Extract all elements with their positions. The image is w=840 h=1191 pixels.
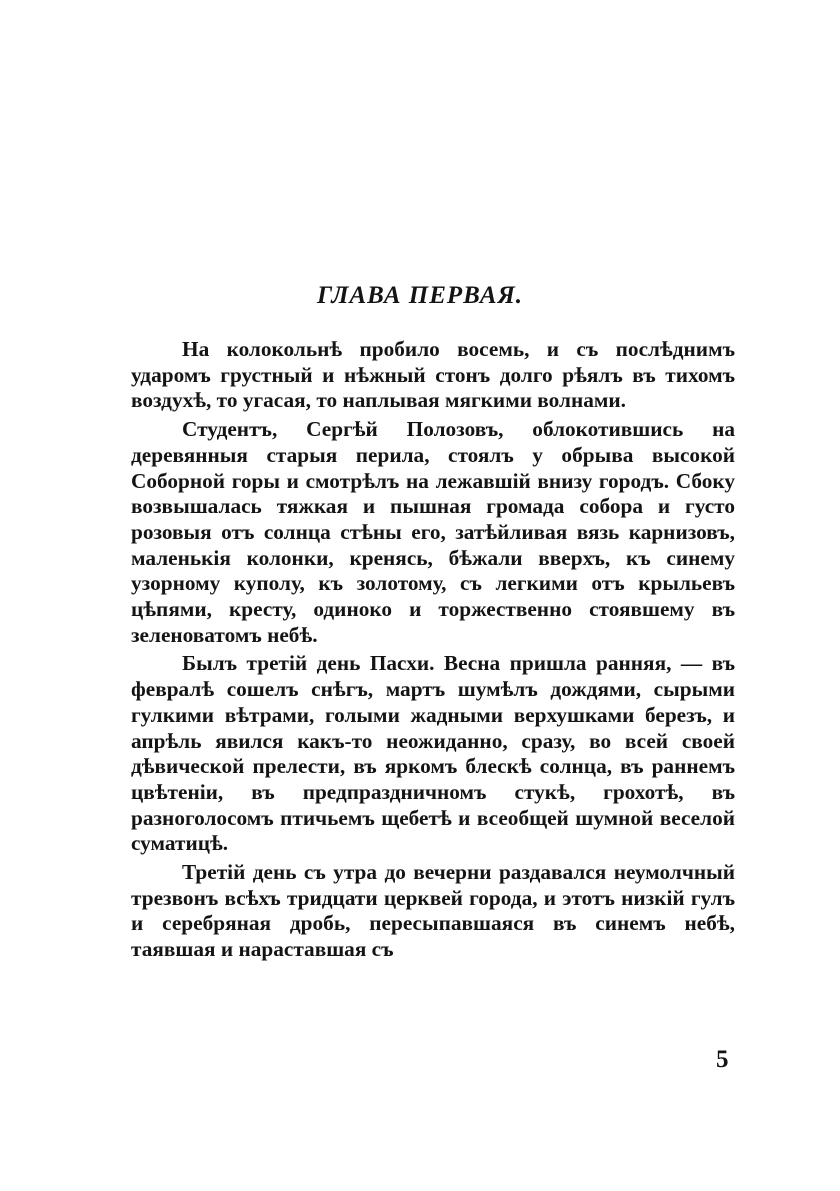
paragraph-3: Былъ третій день Пасхи. Весна пришла ранняя, — въ февралѣ сошелъ снѣгъ, мартъ шумѣлъ дождями, сырыми гулкими вѣтрами, голыми жадными верхушками березъ, и апрѣль явился какъ-то неожиданно, сразу, во всей своей дѣвической прелести, въ яркомъ блескѣ солнца, въ раннемъ цвѣтеніи, въ предпраздничномъ стукѣ, грохотѣ, въ разноголосомъ птичьемъ щебетѣ и всеобщей шумной веселой суматицѣ. bbox=[131, 651, 735, 856]
page-number: 5 bbox=[716, 1046, 729, 1073]
paragraph-1: На колокольнѣ пробило восемь, и съ послѣднимъ ударомъ грустный и нѣжный стонъ долго рѣялъ въ тихомъ воздухѣ, то угасая, то наплывая мягкими волнами. bbox=[131, 337, 735, 413]
paragraph-2: Студентъ, Сергѣй Полозовъ, облокотившись на деревянныя старыя перила, стоялъ у обрыва высокой Соборной горы и смотрѣлъ на лежавшій внизу городъ. Сбоку возвышалась тяжкая и пышная громада собора и густо розовыя отъ солнца стѣны его, затѣйливая вязь карнизовъ, маленькія колонки, кренясь, бѣжали вверхъ, къ синему узорному куполу, къ золотому, съ легкими отъ крыльевъ цѣпями, кресту, одиноко и торжественно стоявшему въ зеленоватомъ небѣ. bbox=[131, 417, 735, 647]
chapter-title: ГЛАВА ПЕРВАЯ. bbox=[316, 282, 524, 309]
paragraph-4: Третій день съ утра до вечерни раздавался неумолчный трезвонъ всѣхъ тридцати церквей города, и этотъ низкій гулъ и серебряная дробь, пересыпавшаяся въ синемъ небѣ, таявшая и нараставшая съ bbox=[131, 860, 735, 962]
chapter-body bbox=[131, 337, 735, 966]
